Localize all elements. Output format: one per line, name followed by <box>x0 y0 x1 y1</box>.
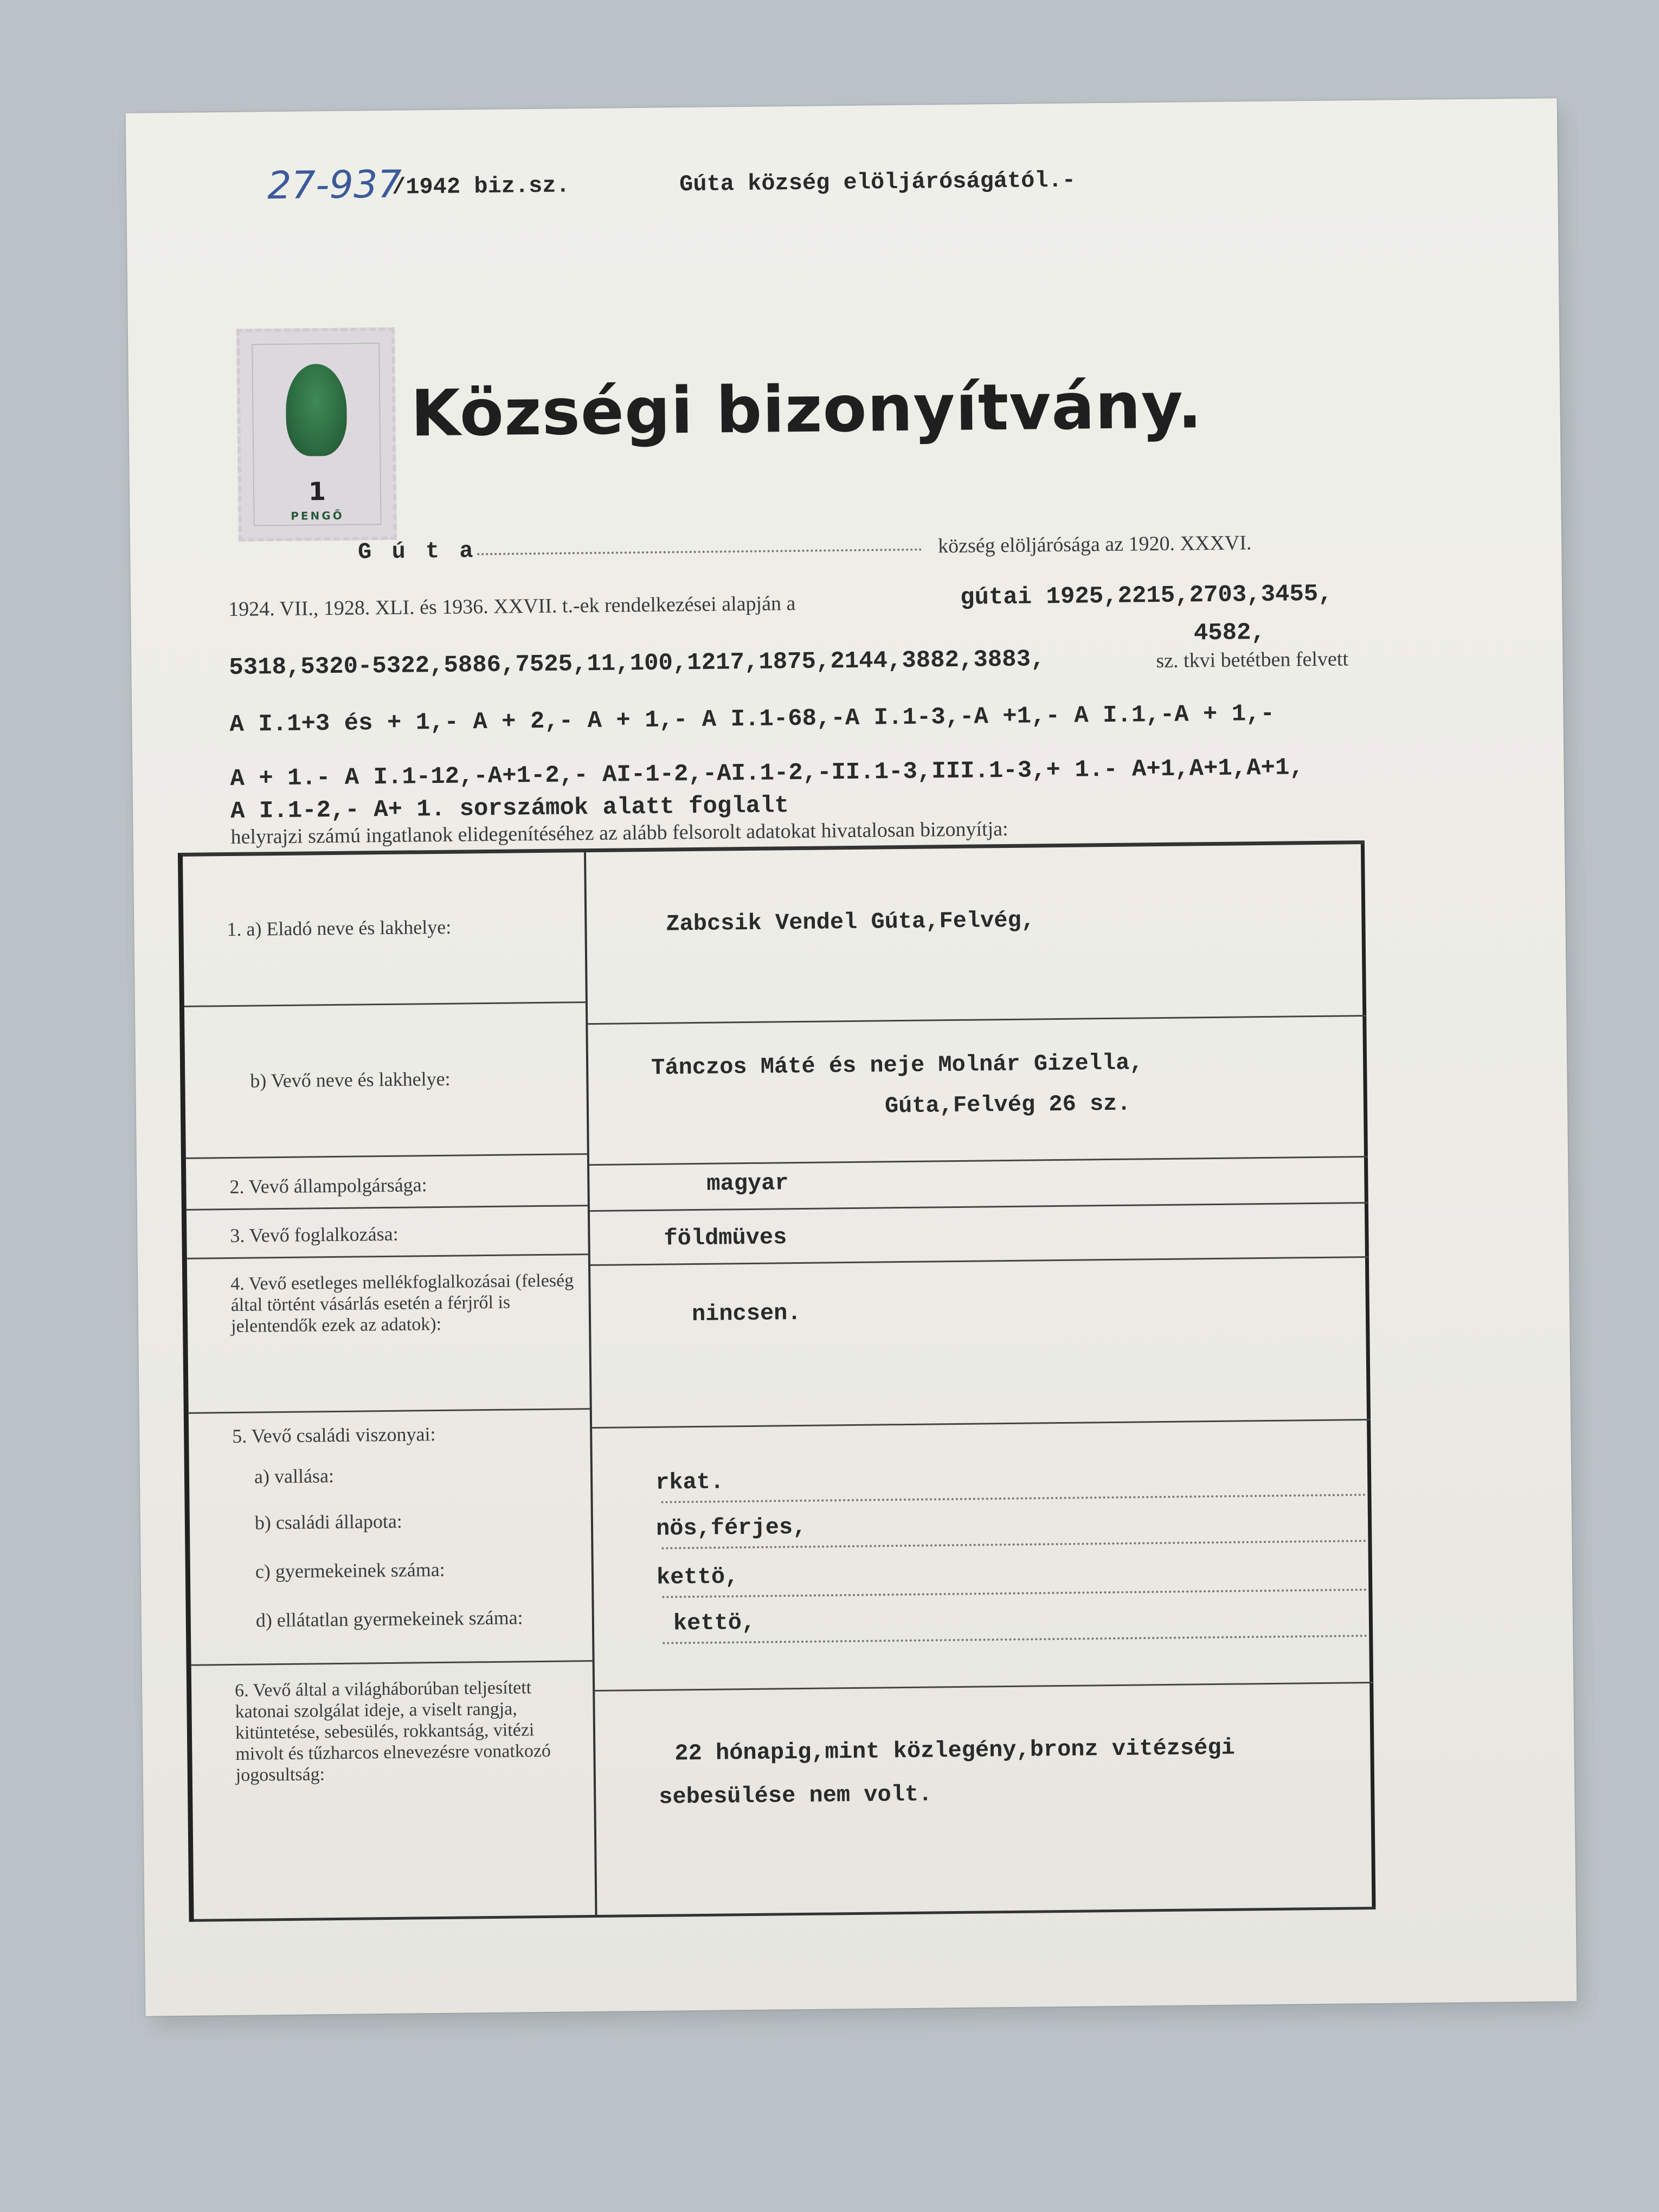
intro-line5: A + 1.- A I.1-12,-A+1-2,- AI-1-2,-AI.1-2,-II.1-3,III.1-3,+ 1.- A+1,A+1,A+1, <box>230 754 1304 793</box>
row-side-occupation-label: 4. Vevő esetleges mellékfoglalkozásai (feleség által történt vásárlás esetén a férjről is jelentendők ezek az adatok): <box>230 1270 574 1337</box>
row-children-value: kettö, <box>656 1564 739 1591</box>
intro-line1: község elöljárósága az 1920. XXXVI. <box>937 531 1252 558</box>
intro-line6: A I.1-2,- A+ 1. sorszámok alatt foglalt <box>230 792 789 825</box>
intro-line2-typed: gútai 1925,2215,2703,3455, <box>960 580 1333 612</box>
row-occupation-value: földmüves <box>664 1224 787 1252</box>
dotted-line <box>477 549 922 556</box>
row-dependent-children-label: d) ellátatlan gyermekeinek száma: <box>255 1606 523 1631</box>
row-marital-value: nös,férjes, <box>655 1514 807 1542</box>
intro-line3-above: 4582, <box>1193 619 1266 647</box>
intro-line2-print: 1924. VII., 1928. XLI. és 1936. XXVII. t.-ek rendelkezései alapján a <box>228 592 796 621</box>
row-military-value-2: sebesülése nem volt. <box>659 1781 933 1810</box>
row-children-label: c) gyermekeinek száma: <box>255 1558 445 1583</box>
row-family-label: 5. Vevő családi viszonyai: <box>232 1423 436 1447</box>
intro-line3-print: sz. tkvi betétben felvett <box>1156 647 1349 673</box>
handwritten-number: 27-937 <box>267 162 402 208</box>
row-seller-value: Zabcsik Vendel Gúta,Felvég, <box>666 907 1036 937</box>
intro-line3-typed: 5318,5320-5322,5886,7525,11,100,1217,1875,2144,3882,3883, <box>229 646 1045 681</box>
intro-line7: helyrajzi számú ingatlanok elidegenítéséhez az alább felsorolt adatokat hivatalosan bizonyítja: <box>230 817 1008 848</box>
row-buyer-label: b) Vevő neve és lakhelye: <box>250 1068 451 1092</box>
row-religion-value: rkat. <box>655 1469 724 1496</box>
intro-line4: A I.1+3 és + 1,- A + 2,- A + 1,- A I.1-68,-A I.1-3,-A +1,- A I.1,-A + 1,- <box>229 700 1275 738</box>
reference-number: /1942 biz.sz. <box>391 172 570 201</box>
row-citizenship-value: magyar <box>706 1170 789 1197</box>
row-marital-label: b) családi állapota: <box>254 1510 403 1534</box>
row-occupation-label: 3. Vevő foglalkozása: <box>230 1223 398 1247</box>
row-buyer-value-2: Gúta,Felvég 26 sz. <box>884 1090 1131 1120</box>
data-table <box>178 840 1376 1922</box>
stamp-currency: PENGŐ <box>291 509 344 523</box>
row-military-label: 6. Vevő által a világháborúban teljesített katonai szolgálat ideje, a viselt rangja, kitüntetése, sebesülés, rokkantság, vitézi mivolt és tűzharcos elnevezésre vonatkozó jogosultság: <box>234 1677 551 1786</box>
row-side-occupation-value: nincsen. <box>691 1300 801 1328</box>
revenue-stamp <box>236 327 397 542</box>
row-military-value: 22 hónapig,mint közlegény,bronz vitézségi <box>674 1734 1236 1767</box>
row-religion-label: a) vallása: <box>254 1465 335 1488</box>
row-dependent-children-value: kettö, <box>673 1609 756 1637</box>
document-title: Községi bizonyítvány. <box>410 368 1203 451</box>
row-buyer-value: Tánczos Máté és neje Molnár Gizella, <box>651 1050 1143 1081</box>
stamp-value: 1 <box>308 477 326 506</box>
intro-town: G ú t a <box>357 538 477 565</box>
row-citizenship-label: 2. Vevő állampolgársága: <box>229 1174 427 1198</box>
issuer-line: Gúta község elöljáróságától.- <box>679 167 1076 198</box>
row-seller-label: 1. a) Eladó neve és lakhelye: <box>227 916 452 941</box>
document-page <box>126 98 1577 2016</box>
stamp-figure-icon <box>286 364 348 456</box>
